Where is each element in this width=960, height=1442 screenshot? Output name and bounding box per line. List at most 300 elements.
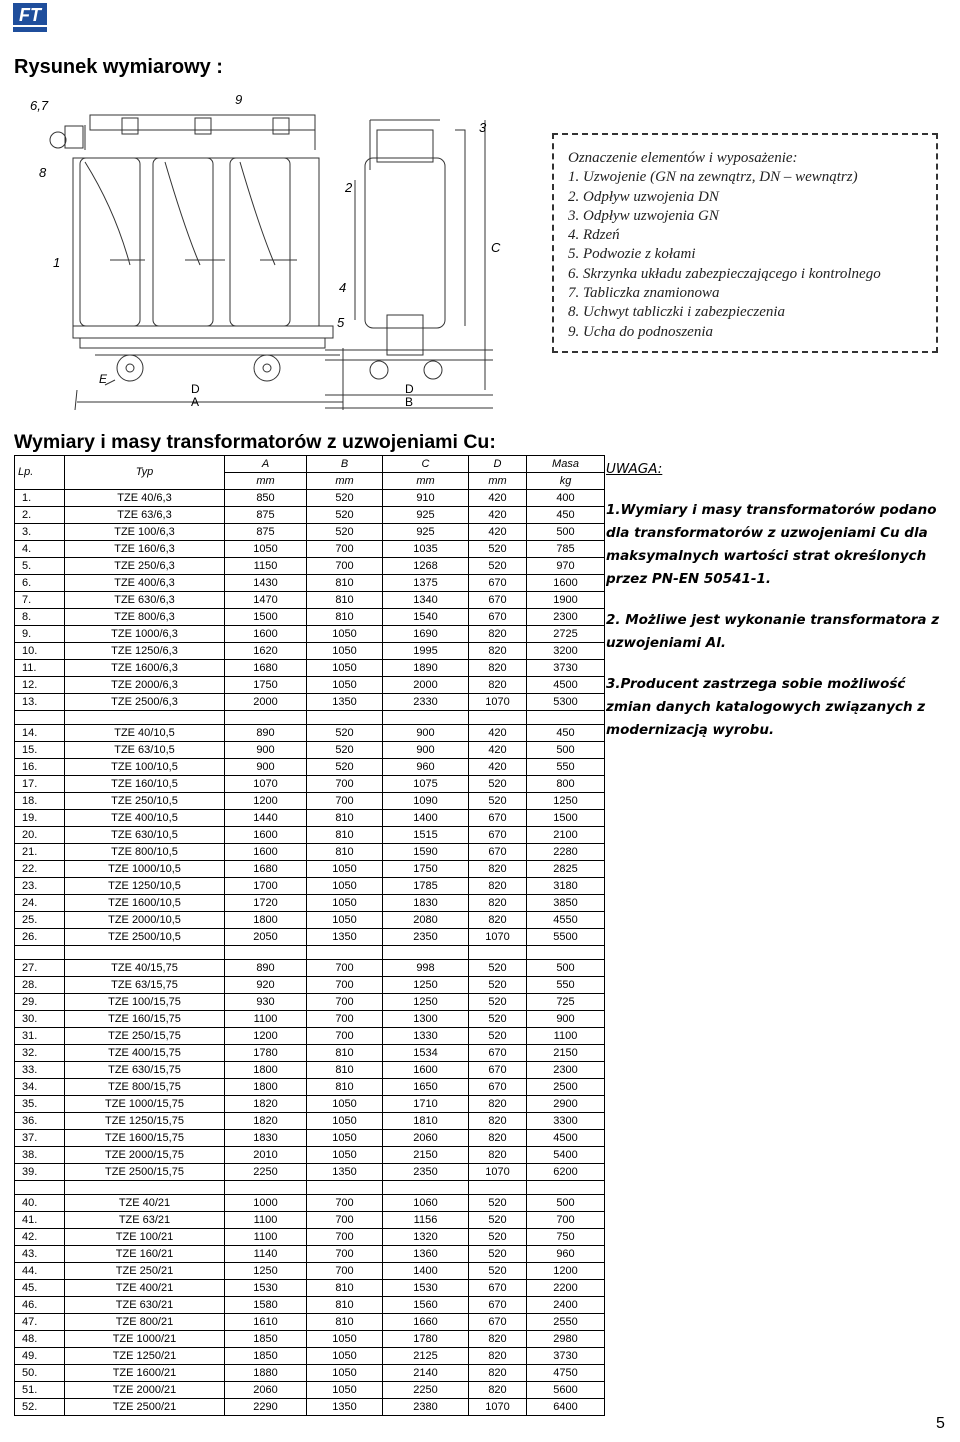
cell-c: 1075 — [383, 776, 469, 793]
cell-a: 1580 — [225, 1297, 307, 1314]
cell-lp: 20. — [15, 827, 65, 844]
cell-a: 930 — [225, 994, 307, 1011]
cell-typ: TZE 40/6,3 — [65, 490, 225, 507]
cell-c: 2330 — [383, 694, 469, 711]
cell-a: 1620 — [225, 643, 307, 660]
cell-c: 1250 — [383, 994, 469, 1011]
cell-c: 2250 — [383, 1382, 469, 1399]
cell-typ: TZE 40/10,5 — [65, 725, 225, 742]
cell-b: 520 — [307, 759, 383, 776]
cell-d: 820 — [469, 643, 527, 660]
cell-d: 520 — [469, 1028, 527, 1045]
cell-c: 900 — [383, 742, 469, 759]
cell-lp: 39. — [15, 1164, 65, 1181]
cell-masa: 550 — [527, 977, 605, 994]
cell-lp: 5. — [15, 558, 65, 575]
cell-b: 700 — [307, 1028, 383, 1045]
drawing-label: C — [491, 240, 501, 255]
cell-lp: 7. — [15, 592, 65, 609]
cell-d: 520 — [469, 558, 527, 575]
cell-d: 520 — [469, 1212, 527, 1229]
cell-a: 1850 — [225, 1331, 307, 1348]
table-row — [15, 1147, 605, 1164]
cell-masa: 2900 — [527, 1096, 605, 1113]
cell-typ: TZE 2000/21 — [65, 1382, 225, 1399]
header-d: D — [469, 456, 527, 473]
cell-typ: TZE 2500/21 — [65, 1399, 225, 1416]
table-row — [15, 1079, 605, 1096]
cell-typ: TZE 63/21 — [65, 1212, 225, 1229]
cell-a: 1600 — [225, 844, 307, 861]
cell-d: 820 — [469, 1348, 527, 1365]
cell-a: 1680 — [225, 660, 307, 677]
cell-masa: 785 — [527, 541, 605, 558]
cell-masa: 550 — [527, 759, 605, 776]
drawing-label: D — [405, 382, 414, 396]
cell-lp: 9. — [15, 626, 65, 643]
cell-c: 1530 — [383, 1280, 469, 1297]
cell-b: 1050 — [307, 660, 383, 677]
drawing-label: 3 — [479, 120, 487, 135]
page-number: 5 — [936, 1415, 945, 1432]
cell-masa: 450 — [527, 725, 605, 742]
cell-a: 1430 — [225, 575, 307, 592]
cell-masa: 2550 — [527, 1314, 605, 1331]
unit-masa: kg — [527, 473, 605, 490]
table-row — [15, 1229, 605, 1246]
cell-d: 670 — [469, 827, 527, 844]
cell-d: 820 — [469, 878, 527, 895]
note-item: 2. Możliwe jest wykonanie transformatora z uzwojeniami Al. — [606, 612, 940, 651]
cell-a: 1610 — [225, 1314, 307, 1331]
cell-masa: 400 — [527, 490, 605, 507]
cell-lp: 2. — [15, 507, 65, 524]
cell-c: 910 — [383, 490, 469, 507]
cell-lp: 51. — [15, 1382, 65, 1399]
cell-typ: TZE 1250/10,5 — [65, 878, 225, 895]
cell-lp: 48. — [15, 1331, 65, 1348]
cell-d: 520 — [469, 1011, 527, 1028]
table-row — [15, 490, 605, 507]
cell-lp: 32. — [15, 1045, 65, 1062]
cell-b: 520 — [307, 507, 383, 524]
cell-typ: TZE 100/21 — [65, 1229, 225, 1246]
cell-masa: 800 — [527, 776, 605, 793]
drawing-label: 5 — [337, 315, 345, 330]
cell-c: 1400 — [383, 1263, 469, 1280]
drawing-label: 2 — [345, 180, 353, 195]
drawing-label: 9 — [235, 92, 243, 107]
table-row — [15, 994, 605, 1011]
cell-b: 1050 — [307, 1331, 383, 1348]
cell-b: 700 — [307, 776, 383, 793]
cell-d: 670 — [469, 1045, 527, 1062]
table-row — [15, 592, 605, 609]
cell-a: 1200 — [225, 1028, 307, 1045]
table-row — [15, 660, 605, 677]
cell-d: 1070 — [469, 694, 527, 711]
cell-a: 1250 — [225, 1263, 307, 1280]
cell-d: 670 — [469, 592, 527, 609]
cell-masa: 2725 — [527, 626, 605, 643]
cell-b: 700 — [307, 541, 383, 558]
cell-b: 520 — [307, 742, 383, 759]
legend-item: 3. Odpływ uzwojenia GN — [568, 207, 719, 224]
cell-lp: 43. — [15, 1246, 65, 1263]
cell-a: 1830 — [225, 1130, 307, 1147]
cell-d: 520 — [469, 1195, 527, 1212]
cell-a: 920 — [225, 977, 307, 994]
cell-masa: 3730 — [527, 1348, 605, 1365]
cell-typ: TZE 1000/21 — [65, 1331, 225, 1348]
legend-item: 5. Podwozie z kołami — [568, 246, 696, 263]
table-row — [15, 677, 605, 694]
cell-typ: TZE 1250/6,3 — [65, 643, 225, 660]
cell-typ: TZE 1600/10,5 — [65, 895, 225, 912]
cell-lp: 3. — [15, 524, 65, 541]
cell-c: 900 — [383, 725, 469, 742]
cell-d: 820 — [469, 626, 527, 643]
cell-b: 1050 — [307, 643, 383, 660]
cell-d: 420 — [469, 725, 527, 742]
cell-d: 520 — [469, 793, 527, 810]
cell-c: 2125 — [383, 1348, 469, 1365]
cell-lp: 40. — [15, 1195, 65, 1212]
cell-c: 925 — [383, 524, 469, 541]
cell-c: 1710 — [383, 1096, 469, 1113]
cell-lp: 26. — [15, 929, 65, 946]
table-row — [15, 694, 605, 711]
cell-a: 1100 — [225, 1011, 307, 1028]
table-row — [15, 827, 605, 844]
cell-lp: 15. — [15, 742, 65, 759]
header-a: A — [225, 456, 307, 473]
cell-b: 810 — [307, 844, 383, 861]
cell-a: 1700 — [225, 878, 307, 895]
cell-masa: 970 — [527, 558, 605, 575]
cell-typ: TZE 63/6,3 — [65, 507, 225, 524]
cell-b: 1350 — [307, 1164, 383, 1181]
cell-d: 670 — [469, 609, 527, 626]
table-row — [15, 609, 605, 626]
cell-lp: 35. — [15, 1096, 65, 1113]
legend-title: Oznaczenie elementów i wyposażenie: — [568, 150, 798, 166]
cell-masa: 1250 — [527, 793, 605, 810]
cell-b: 1050 — [307, 1348, 383, 1365]
cell-a: 1530 — [225, 1280, 307, 1297]
cell-c: 2080 — [383, 912, 469, 929]
cell-c: 1540 — [383, 609, 469, 626]
table-row — [15, 558, 605, 575]
cell-c: 1156 — [383, 1212, 469, 1229]
cell-typ: TZE 160/21 — [65, 1246, 225, 1263]
drawing-heading: Rysunek wymiarowy : — [14, 56, 223, 78]
cell-b: 700 — [307, 977, 383, 994]
cell-d: 520 — [469, 776, 527, 793]
cell-d: 670 — [469, 1062, 527, 1079]
cell-typ: TZE 250/21 — [65, 1263, 225, 1280]
cell-masa: 4500 — [527, 1130, 605, 1147]
cell-lp: 46. — [15, 1297, 65, 1314]
cell-masa: 1200 — [527, 1263, 605, 1280]
cell-a: 875 — [225, 507, 307, 524]
table-row — [15, 1045, 605, 1062]
cell-typ: TZE 160/10,5 — [65, 776, 225, 793]
cell-d: 670 — [469, 1079, 527, 1096]
cell-c: 1780 — [383, 1331, 469, 1348]
svg-text:FT: FT — [19, 5, 41, 25]
cell-b: 810 — [307, 1280, 383, 1297]
cell-b: 1050 — [307, 878, 383, 895]
cell-typ: TZE 800/21 — [65, 1314, 225, 1331]
cell-b: 810 — [307, 609, 383, 626]
cell-c: 1600 — [383, 1062, 469, 1079]
cell-typ: TZE 1600/6,3 — [65, 660, 225, 677]
cell-a: 1880 — [225, 1365, 307, 1382]
cell-typ: TZE 1600/21 — [65, 1365, 225, 1382]
cell-typ: TZE 1600/15,75 — [65, 1130, 225, 1147]
cell-typ: TZE 400/6,3 — [65, 575, 225, 592]
cell-a: 2060 — [225, 1382, 307, 1399]
legend-item: 9. Ucha do podnoszenia — [568, 323, 713, 340]
cell-c: 1750 — [383, 861, 469, 878]
cell-a: 2000 — [225, 694, 307, 711]
cell-d: 820 — [469, 1147, 527, 1164]
cell-b: 1050 — [307, 1130, 383, 1147]
table-row — [15, 810, 605, 827]
cell-typ: TZE 63/10,5 — [65, 742, 225, 759]
cell-b: 1050 — [307, 1365, 383, 1382]
cell-lp: 14. — [15, 725, 65, 742]
note-item: 3.Producent zastrzega sobie możliwość zmian danych katalogowych związanych z modernizacją wyrobu. — [606, 676, 926, 738]
table-row — [15, 895, 605, 912]
cell-masa: 4750 — [527, 1365, 605, 1382]
cell-a: 890 — [225, 960, 307, 977]
cell-lp: 33. — [15, 1062, 65, 1079]
cell-lp: 36. — [15, 1113, 65, 1130]
cell-lp: 49. — [15, 1348, 65, 1365]
group-separator — [15, 711, 605, 725]
cell-typ: TZE 630/21 — [65, 1297, 225, 1314]
cell-masa: 3300 — [527, 1113, 605, 1130]
cell-masa: 725 — [527, 994, 605, 1011]
cell-masa: 450 — [527, 507, 605, 524]
group-separator — [15, 1181, 605, 1195]
cell-masa: 2150 — [527, 1045, 605, 1062]
table-row — [15, 1062, 605, 1079]
cell-masa: 4500 — [527, 677, 605, 694]
cell-d: 670 — [469, 1297, 527, 1314]
cell-masa: 6400 — [527, 1399, 605, 1416]
cell-masa: 900 — [527, 1011, 605, 1028]
cell-b: 1050 — [307, 1113, 383, 1130]
cell-c: 1590 — [383, 844, 469, 861]
cell-typ: TZE 1250/15,75 — [65, 1113, 225, 1130]
cell-a: 1820 — [225, 1113, 307, 1130]
cell-a: 1470 — [225, 592, 307, 609]
cell-lp: 16. — [15, 759, 65, 776]
cell-c: 1268 — [383, 558, 469, 575]
cell-lp: 31. — [15, 1028, 65, 1045]
cell-a: 890 — [225, 725, 307, 742]
cell-typ: TZE 100/6,3 — [65, 524, 225, 541]
cell-b: 700 — [307, 1195, 383, 1212]
cell-lp: 22. — [15, 861, 65, 878]
cell-b: 1050 — [307, 1096, 383, 1113]
cell-masa: 1900 — [527, 592, 605, 609]
cell-c: 1400 — [383, 810, 469, 827]
cell-lp: 8. — [15, 609, 65, 626]
unit-b: mm — [307, 473, 383, 490]
cell-a: 1100 — [225, 1212, 307, 1229]
cell-b: 1050 — [307, 861, 383, 878]
cell-d: 1070 — [469, 929, 527, 946]
cell-b: 700 — [307, 994, 383, 1011]
cell-typ: TZE 2000/10,5 — [65, 912, 225, 929]
table-row — [15, 725, 605, 742]
cell-b: 700 — [307, 1011, 383, 1028]
cell-masa: 5400 — [527, 1147, 605, 1164]
cell-c: 1810 — [383, 1113, 469, 1130]
cell-lp: 1. — [15, 490, 65, 507]
cell-c: 1330 — [383, 1028, 469, 1045]
notes-title: UWAGA: — [606, 461, 663, 477]
cell-lp: 41. — [15, 1212, 65, 1229]
cell-b: 1050 — [307, 1382, 383, 1399]
cell-b: 810 — [307, 1062, 383, 1079]
cell-masa: 1600 — [527, 575, 605, 592]
cell-b: 520 — [307, 725, 383, 742]
cell-d: 520 — [469, 1246, 527, 1263]
table-row — [15, 1028, 605, 1045]
header-typ: Typ — [65, 456, 225, 490]
cell-b: 810 — [307, 592, 383, 609]
cell-lp: 25. — [15, 912, 65, 929]
cell-b: 700 — [307, 1229, 383, 1246]
cell-lp: 4. — [15, 541, 65, 558]
cell-b: 700 — [307, 1263, 383, 1280]
cell-b: 520 — [307, 524, 383, 541]
cell-typ: TZE 2500/6,3 — [65, 694, 225, 711]
cell-c: 1300 — [383, 1011, 469, 1028]
cell-typ: TZE 40/21 — [65, 1195, 225, 1212]
cell-typ: TZE 1250/21 — [65, 1348, 225, 1365]
cell-d: 420 — [469, 759, 527, 776]
table-row — [15, 1297, 605, 1314]
cell-lp: 17. — [15, 776, 65, 793]
cell-c: 2060 — [383, 1130, 469, 1147]
cell-a: 900 — [225, 759, 307, 776]
table-row — [15, 977, 605, 994]
cell-a: 1750 — [225, 677, 307, 694]
cell-b: 810 — [307, 810, 383, 827]
cell-masa: 2200 — [527, 1280, 605, 1297]
cell-typ: TZE 800/6,3 — [65, 609, 225, 626]
cell-c: 1830 — [383, 895, 469, 912]
cell-c: 1690 — [383, 626, 469, 643]
cell-masa: 2400 — [527, 1297, 605, 1314]
cell-d: 820 — [469, 1365, 527, 1382]
cell-c: 1060 — [383, 1195, 469, 1212]
cell-lp: 45. — [15, 1280, 65, 1297]
cell-a: 1000 — [225, 1195, 307, 1212]
cell-lp: 23. — [15, 878, 65, 895]
cell-lp: 19. — [15, 810, 65, 827]
cell-masa: 3180 — [527, 878, 605, 895]
cell-masa: 5600 — [527, 1382, 605, 1399]
legend-item: 8. Uchwyt tabliczki i zabezpieczenia — [568, 304, 786, 321]
cell-c: 2350 — [383, 929, 469, 946]
cell-typ: TZE 630/10,5 — [65, 827, 225, 844]
cell-a: 1070 — [225, 776, 307, 793]
cell-a: 2050 — [225, 929, 307, 946]
cell-masa: 4550 — [527, 912, 605, 929]
unit-c: mm — [383, 473, 469, 490]
table-row — [15, 759, 605, 776]
cell-masa: 960 — [527, 1246, 605, 1263]
cell-lp: 24. — [15, 895, 65, 912]
cell-a: 1850 — [225, 1348, 307, 1365]
table-row — [15, 1365, 605, 1382]
cell-c: 1360 — [383, 1246, 469, 1263]
table-row — [15, 1195, 605, 1212]
cell-d: 820 — [469, 1096, 527, 1113]
cell-typ: TZE 1000/10,5 — [65, 861, 225, 878]
cell-masa: 1100 — [527, 1028, 605, 1045]
cell-c: 1090 — [383, 793, 469, 810]
cell-masa: 2300 — [527, 609, 605, 626]
cell-c: 1340 — [383, 592, 469, 609]
table-row — [15, 1382, 605, 1399]
cell-lp: 44. — [15, 1263, 65, 1280]
cell-c: 1650 — [383, 1079, 469, 1096]
cell-typ: TZE 630/15,75 — [65, 1062, 225, 1079]
cell-d: 820 — [469, 677, 527, 694]
table-row — [15, 1280, 605, 1297]
table-row — [15, 1212, 605, 1229]
table-row — [15, 929, 605, 946]
cell-b: 1350 — [307, 694, 383, 711]
cell-d: 1070 — [469, 1399, 527, 1416]
cell-b: 1050 — [307, 895, 383, 912]
cell-lp: 37. — [15, 1130, 65, 1147]
table-row — [15, 861, 605, 878]
cell-d: 670 — [469, 810, 527, 827]
cell-b: 700 — [307, 793, 383, 810]
legend-item: 4. Rdzeń — [568, 227, 620, 244]
table-row — [15, 1314, 605, 1331]
cell-typ: TZE 250/15,75 — [65, 1028, 225, 1045]
cell-lp: 50. — [15, 1365, 65, 1382]
cell-b: 810 — [307, 575, 383, 592]
table-row — [15, 1130, 605, 1147]
drawing-label: 8 — [39, 165, 47, 180]
cell-a: 1820 — [225, 1096, 307, 1113]
table-row — [15, 912, 605, 929]
header-b: B — [307, 456, 383, 473]
cell-d: 670 — [469, 844, 527, 861]
cell-masa: 2500 — [527, 1079, 605, 1096]
cell-a: 1600 — [225, 626, 307, 643]
table-row — [15, 742, 605, 759]
cell-lp: 13. — [15, 694, 65, 711]
table-row — [15, 1399, 605, 1416]
drawing-label: A — [191, 395, 200, 409]
cell-a: 1800 — [225, 1079, 307, 1096]
cell-lp: 38. — [15, 1147, 65, 1164]
cell-b: 700 — [307, 558, 383, 575]
company-logo — [13, 3, 47, 33]
